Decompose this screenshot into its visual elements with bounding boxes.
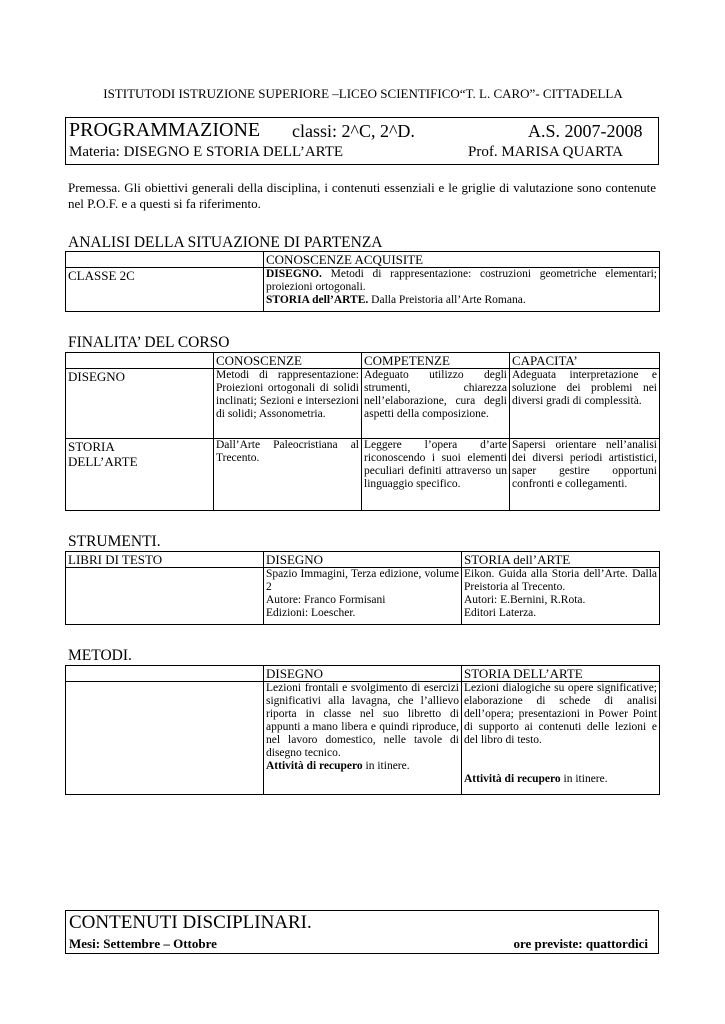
materia-label: Materia:	[69, 144, 120, 160]
metodi-storia-text: Lezioni dialogiche su opere significative; elaborazione di schede di analisi dell’opera; presentazioni in Power Point di supporto ai contenuti delle lezioni e del libro di testo.	[464, 682, 657, 746]
capacita-header: CAPACITA’	[510, 353, 660, 369]
contenuti-title: CONTENUTI DISCIPLINARI.	[69, 912, 312, 933]
table-cell: Dall’Arte Paleocristiana al Trecento.	[214, 439, 362, 511]
as-value: 2007-2008	[564, 121, 643, 141]
conoscenze-acquisite-header: CONOSCENZE ACQUISITE	[264, 252, 660, 268]
strumenti-section-title: STRUMENTI.	[68, 533, 161, 550]
book-author: Autori: E.Bernini, R.Rota.	[464, 594, 586, 606]
analisi-section-title: ANALISI DELLA SITUAZIONE DI PARTENZA	[68, 234, 383, 251]
classi-value: 2^C, 2^D	[341, 121, 411, 141]
finalita-section-title: FINALITA’ DEL CORSO	[68, 334, 230, 351]
book-publisher: Editori Laterza.	[464, 607, 537, 619]
book-author: Autore: Franco Formisani	[266, 594, 386, 606]
table-cell: Adeguata interpretazione e soluzione dei problemi nei diversi gradi di complessità.	[510, 369, 660, 439]
strumenti-table	[65, 551, 660, 625]
storia-header: STORIA dell’ARTE	[462, 552, 660, 568]
table-row-label: DISEGNO	[66, 369, 214, 439]
recupero-text: in itinere.	[365, 760, 410, 772]
table-cell: Leggere l’opera d’arte riconoscendo i suoi elementi peculiari definiti attraverso un linguaggio specifico.	[362, 439, 510, 511]
materia-value: DISEGNO E STORIA DELL’ARTE	[123, 144, 344, 160]
metodi-disegno-text: Lezioni frontali e svolgimento di esercizi significativi alla lavagna, che l’allievo riporta in classe nel suo libretto di appunti a mano libera e quindi riproduce, nel lavoro domestico, nelle tavole di disegno tecnico.	[266, 682, 459, 759]
metodi-table	[65, 665, 660, 795]
classi-label: classi:	[292, 121, 337, 141]
metodi-disegno-header: DISEGNO	[264, 666, 462, 682]
book-title: Spazio Immagini, Terza edizione, volume 2	[266, 568, 459, 593]
competenze-header: COMPETENZE	[362, 353, 510, 369]
metodi-section-title: METODI.	[68, 647, 132, 664]
contenuti-ore: ore previste: quattordici	[513, 936, 648, 951]
metodi-storia-header: STORIA DELL’ARTE	[462, 666, 660, 682]
page-title: PROGRAMMAZIONE	[69, 119, 261, 141]
finalita-table	[65, 352, 660, 511]
prof-name: MARISA QUARTA	[501, 144, 624, 160]
metodi-disegno-cell	[264, 682, 462, 795]
school-header: ISTITUTODI ISTRUZIONE SUPERIORE –LICEO SCIENTIFICO“T. L. CARO”- CITTADELLA	[103, 86, 623, 101]
analisi-table	[65, 251, 660, 312]
book-title: Eikon. Guida alla Storia dell’Arte. Dalla Preistoria al Trecento.	[464, 568, 657, 593]
title-box: PROGRAMMAZIONE classi: 2^C, 2^D. A.S. 2007-2008 Materia: DISEGNO E STORIA DELL’ARTE Prof. MARISA QUARTA	[65, 117, 659, 165]
table-row-label: STORIA DELL’ARTE	[66, 439, 214, 511]
contenuti-box	[65, 910, 659, 954]
metodi-storia-cell	[462, 682, 660, 795]
disegno-text: Metodi di rappresentazione: costruzioni geometriche elementari; proiezioni ortogonali.	[266, 268, 658, 293]
disegno-header: DISEGNO	[264, 552, 462, 568]
table-cell: Sapersi orientare nell’analisi dei diversi periodi artististici, saper gestire opportuni confronti e collegamenti.	[510, 439, 660, 511]
libri-header: LIBRI DI TESTO	[66, 552, 264, 568]
storia-label: STORIA dell’ARTE.	[266, 294, 369, 306]
storia-text: Dalla Preistoria all’Arte Romana.	[371, 294, 526, 306]
conoscenze-header: CONOSCENZE	[214, 353, 362, 369]
premessa-text: Premessa. Gli obiettivi generali della disciplina, i contenuti essenziali e le griglie di valutazione sono contenute nel P.O.F. e a questi si fa riferimento.	[68, 180, 656, 211]
recupero-text: in itinere.	[563, 773, 608, 785]
as-label: A.S.	[528, 121, 561, 141]
contenuti-mesi: Mesi: Settembre – Ottobre	[69, 936, 217, 951]
classe-label: CLASSE 2C	[66, 268, 264, 312]
recupero-label: Attività di recupero	[464, 773, 561, 785]
storia-book-cell	[462, 568, 660, 625]
disegno-book-cell	[264, 568, 462, 625]
prof-label: Prof.	[468, 144, 498, 160]
recupero-label: Attività di recupero	[266, 760, 363, 772]
table-cell: Adeguato utilizzo degli strumenti, chiarezza nell’elaborazione, cura degli aspetti della composizione.	[362, 369, 510, 439]
disegno-label: DISEGNO.	[266, 268, 322, 280]
table-cell: Metodi di rappresentazione: Proiezioni ortogonali di solidi inclinati; Sezioni e intersezioni di solidi; Assonometria.	[214, 369, 362, 439]
book-publisher: Edizioni: Loescher.	[266, 607, 356, 619]
conoscenze-acquisite-cell	[264, 268, 660, 312]
